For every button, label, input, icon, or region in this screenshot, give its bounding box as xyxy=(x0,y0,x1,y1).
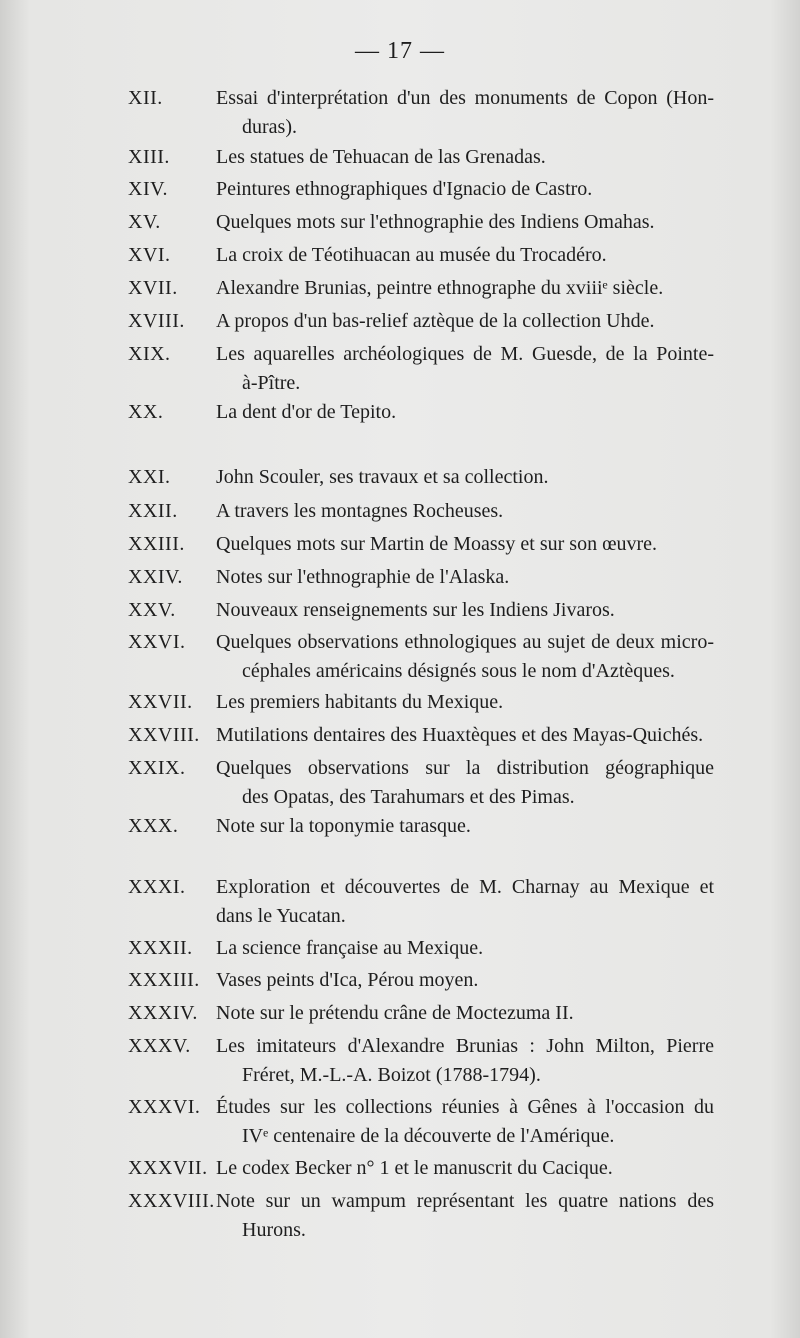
entry-title: La dent d'or de Tepito. xyxy=(216,401,397,423)
entry-title: Quelques observations ethnologiques au sujet de deux micro- xyxy=(216,631,714,653)
entry-title-continued: dans le Yucatan. xyxy=(216,905,346,927)
entry-title: Note sur le prétendu crâne de Moctezuma II. xyxy=(216,1002,574,1024)
entry-numeral: XXXII. xyxy=(128,937,193,959)
entry-title: Mutilations dentaires des Huaxtèques et des Mayas-Quichés. xyxy=(216,724,704,746)
entry-numeral: XVIII. xyxy=(128,310,185,332)
entry-title: Quelques observations sur la distribution géographique xyxy=(216,757,714,779)
entry-title: Essai d'interprétation d'un des monuments de Copon (Hon- xyxy=(216,87,714,109)
entry-title: Exploration et découvertes de M. Charnay au Mexique et xyxy=(216,876,714,898)
entry-numeral: XV. xyxy=(128,211,161,233)
entry-title: John Scouler, ses travaux et sa collection. xyxy=(216,466,549,488)
entry-title: Notes sur l'ethnographie de l'Alaska. xyxy=(216,566,510,588)
page-number: — 17 — xyxy=(355,38,445,64)
entry-numeral: XIV. xyxy=(128,178,168,200)
entry-numeral: XXVI. xyxy=(128,631,186,653)
entry-title-continued: Hurons. xyxy=(242,1219,306,1241)
entry-numeral: XX. xyxy=(128,401,164,423)
entry-title-continued: Fréret, M.-L.-A. Boizot (1788-1794). xyxy=(242,1064,541,1086)
entry-numeral: XXVIII. xyxy=(128,724,200,746)
entry-title: Les statues de Tehuacan de las Grenadas. xyxy=(216,146,546,168)
entry-title: Note sur un wampum représentant les quatre nations des xyxy=(216,1190,714,1212)
entry-numeral: XXXVIII. xyxy=(128,1190,215,1212)
entry-numeral: XXV. xyxy=(128,599,176,621)
entry-numeral: XIII. xyxy=(128,146,170,168)
entry-numeral: XXXVI. xyxy=(128,1096,201,1118)
entry-numeral: XII. xyxy=(128,87,163,109)
entry-title: A propos d'un bas-relief aztèque de la collection Uhde. xyxy=(216,310,655,332)
entry-numeral: XXX. xyxy=(128,815,179,837)
entry-title-continued: IVᵉ centenaire de la découverte de l'Amérique. xyxy=(242,1125,615,1147)
entry-numeral: XVI. xyxy=(128,244,171,266)
entry-numeral: XXIII. xyxy=(128,533,185,555)
entry-title-continued: des Opatas, des Tarahumars et des Pimas. xyxy=(242,786,575,808)
entry-title: Les premiers habitants du Mexique. xyxy=(216,691,504,713)
entry-numeral: XXIX. xyxy=(128,757,186,779)
entry-numeral: XXXIV. xyxy=(128,1002,198,1024)
entry-numeral: XXXI. xyxy=(128,876,186,898)
entry-numeral: XVII. xyxy=(128,277,178,299)
entry-numeral: XXI. xyxy=(128,466,171,488)
entry-title: Les aquarelles archéologiques de M. Guesde, de la Pointe- xyxy=(216,343,714,365)
entry-title: Nouveaux renseignements sur les Indiens Jivaros. xyxy=(216,599,615,621)
entry-title: Le codex Becker n° 1 et le manuscrit du Cacique. xyxy=(216,1157,613,1179)
entry-title: Alexandre Brunias, peintre ethnographe du xviiiᵉ siècle. xyxy=(216,277,664,299)
entry-numeral: XXXV. xyxy=(128,1035,191,1057)
entry-title-continued: duras). xyxy=(242,116,297,138)
entry-title: La croix de Téotihuacan au musée du Trocadéro. xyxy=(216,244,607,266)
entry-title: Quelques mots sur Martin de Moassy et sur son œuvre. xyxy=(216,533,658,555)
entry-numeral: XXVII. xyxy=(128,691,193,713)
entry-title: Les imitateurs d'Alexandre Brunias : John Milton, Pierre xyxy=(216,1035,714,1057)
entry-title: La science française au Mexique. xyxy=(216,937,484,959)
entry-title: Quelques mots sur l'ethnographie des Indiens Omahas. xyxy=(216,211,655,233)
entry-numeral: XXXIII. xyxy=(128,969,200,991)
entry-title: Note sur la toponymie tarasque. xyxy=(216,815,471,837)
entry-title-continued: à-Pître. xyxy=(242,372,301,394)
entry-title: Vases peints d'Ica, Pérou moyen. xyxy=(216,969,479,991)
entry-title-continued: céphales américains désignés sous le nom d'Aztèques. xyxy=(242,660,675,682)
entry-numeral: XXII. xyxy=(128,500,178,522)
entry-numeral: XXIV. xyxy=(128,566,183,588)
entry-title: Peintures ethnographiques d'Ignacio de Castro. xyxy=(216,178,593,200)
entry-numeral: XIX. xyxy=(128,343,171,365)
entry-title: Études sur les collections réunies à Gênes à l'occasion du xyxy=(216,1096,714,1118)
entry-title: A travers les montagnes Rocheuses. xyxy=(216,500,504,522)
entry-numeral: XXXVII. xyxy=(128,1157,208,1179)
